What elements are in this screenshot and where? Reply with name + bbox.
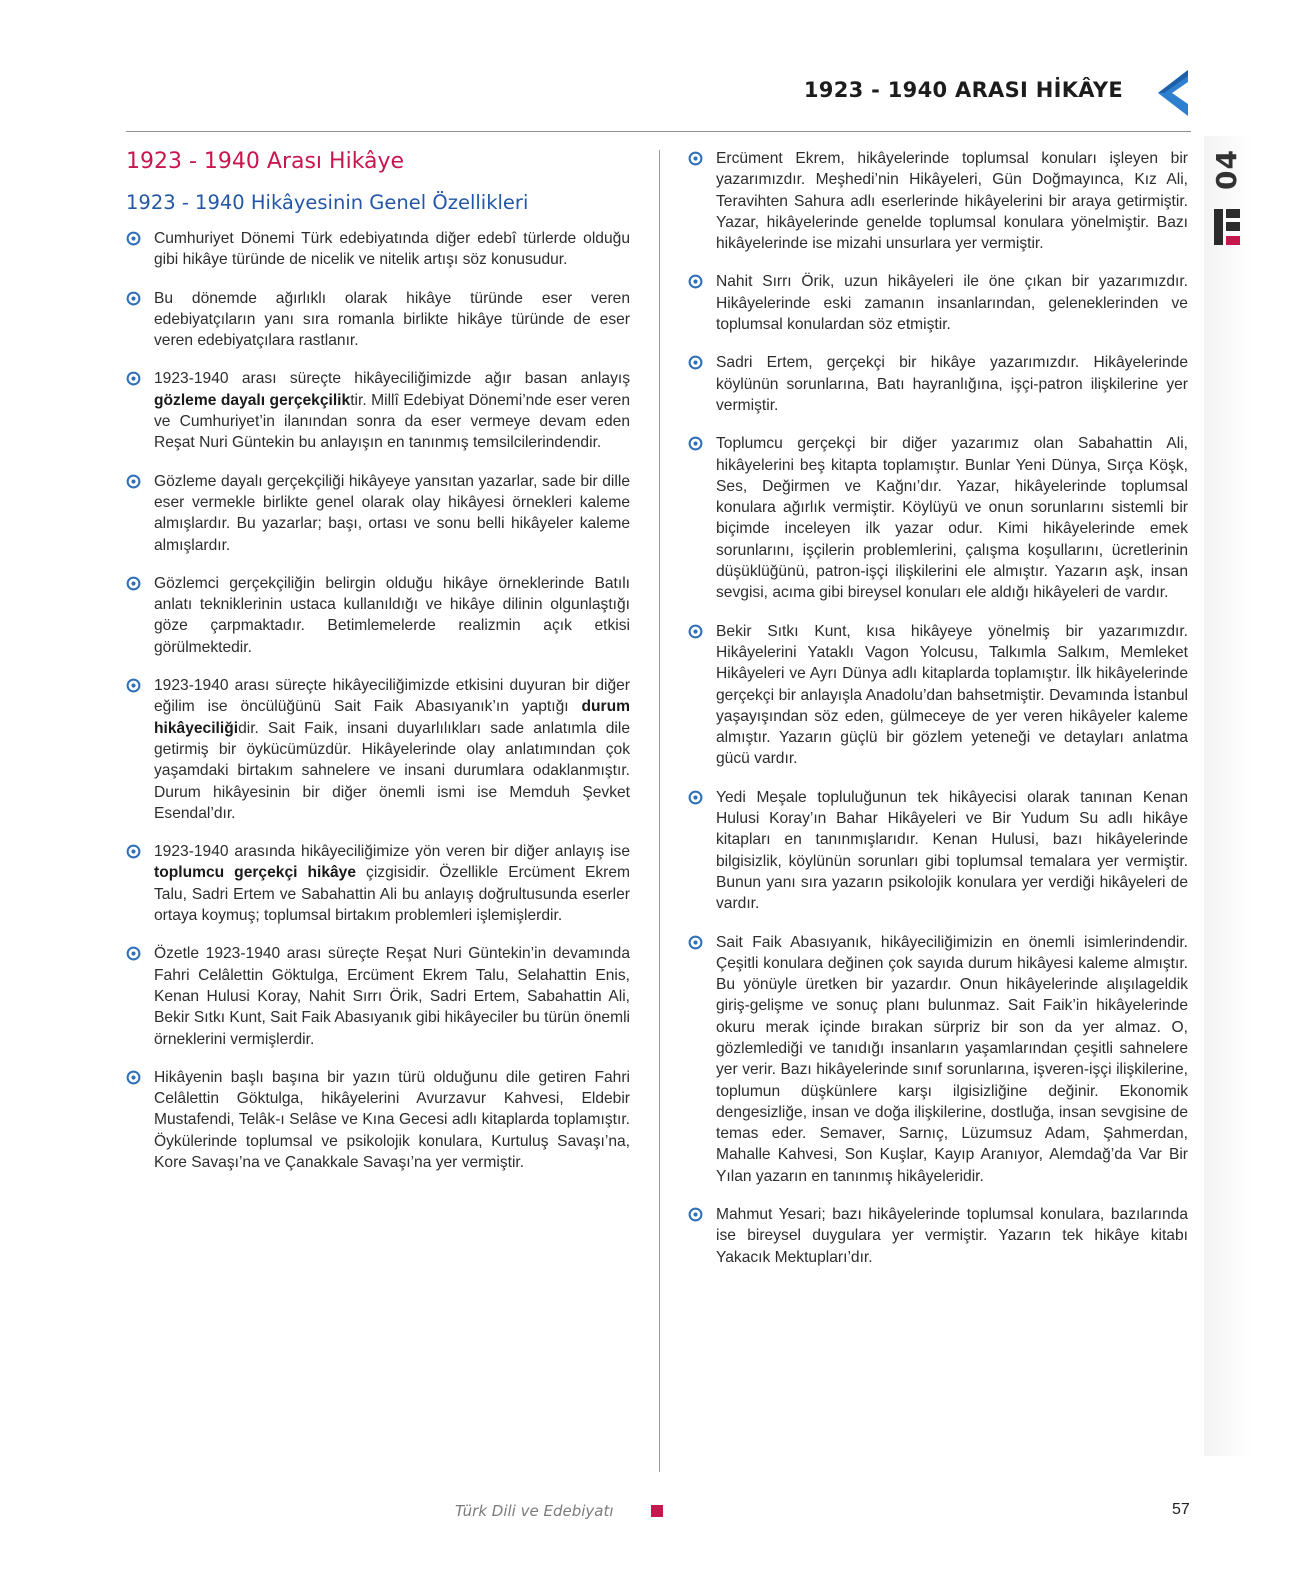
- bullet-text: Ercüment Ekrem, hikâyelerinde toplumsal konuları işleyen bir yazarımızdır. Meşhedi’nin Hikâyeleri, Gün Doğmayınca, Kız Ali, Teravihten Sahura adlı eserlerinde hikâyelerini bir araya getirmiştir. Yazar, hikâyelerinde genelde toplumsal konulara yönelmiştir. Bazı hikâyelerinde ise mizahi unsurlara yer vermiştir.: [716, 150, 1188, 253]
- bullet-text: [154, 368, 630, 453]
- bullet-text: Nahit Sırrı Örik, uzun hikâyeleri ile öne çıkan bir yazarımızdır. Hikâyelerinde eski zamanın insanlarından, geleneklerinden ve toplumsal konulardan söz etmiştir.: [716, 273, 1188, 334]
- bullet-item: [126, 368, 630, 453]
- bullet-item: [126, 841, 630, 926]
- bullet-text: Toplumcu gerçekçi bir diğer yazarımız olan Sabahattin Ali, hikâyelerini beş kitapta toplamıştır. Bunlar Yeni Dünya, Sırça Köşk, Ses, Değirmen ve Kağnı’dır. Yazar, hikâyelerinde toplumsal konulara ağırlık vermiştir. Köylüyü ve onun sorunlarını sistemli bir biçimde inceleyen ilk yazar odur. Kimi hikâyelerinde emek sorunlarını, işçilerin problemlerini, çalışma koşullarını, ücretlerinin düşüklüğünü, patron-işçi ilişkilerini ele almıştır. Yazarın aşk, insan sevgisi, acıma gibi bireysel konuları ele aldığı hikâyeleri de vardır.: [716, 435, 1188, 602]
- bullet-item: [688, 932, 1188, 1188]
- bullet-text: Hikâyenin başlı başına bir yazın türü olduğunu dile getiren Fahri Celâlettin Göktulga, hikâyelerini Avurzavur Kahvesi, Eldebir Mustafendi, Telâk-ı Selâse ve Kına Gecesi adlı kitaplarda toplamıştır. Öykülerinde toplumsal ve psikolojik konulara, Kurtuluş Savaşı’na, Kore Savaşı’na ve Çanakkale Savaşı’na yer vermiştir.: [154, 1068, 630, 1171]
- bullet-target-icon: [688, 624, 703, 639]
- page-number: 57: [1172, 1501, 1190, 1518]
- bullet-key-term: toplumcu gerçekçi hikâye: [154, 864, 357, 882]
- bullet-target-icon: [126, 371, 141, 386]
- bullet-text-part: tir. Millî Edebiyat Dönemi’nde eser veren ve Cumhuriyet’in ilanından sonra da eser vermeye devam eden Reşat Nuri Güntekin bu anlayışın en tanınmış temsilcilerindendir.: [154, 391, 630, 452]
- chevron-left-icon: [1148, 68, 1192, 118]
- unit-badge-icon: [1212, 205, 1242, 249]
- right-bullet-list: [688, 148, 1188, 1268]
- bullet-key-term: gözleme dayalı gerçekçilik: [154, 391, 351, 409]
- bullet-target-icon: [688, 151, 703, 166]
- bullet-text: Sait Faik Abasıyanık, hikâyeciliğimizin en önemli isimlerindendir. Çeşitli konulara değinen çok sayıda durum hikâyesi kaleme almıştır. Bu yönüyle üretken bir yazardır. Onun hikâyelerinde alışılageldik giriş-gelişme ve sonuç planı bulunmaz. Sait Faik’in hikâyelerinde okuru merak içinde bırakan sürpriz bir son da yer almaz. O, gözlemlediği ve tanıdığı insanların yaşamlarından çeşitli sahnelere yer verir. Bazı hikâyelerinde sınıf sorunlarına, işveren-işçi ilişkilerine, toplumun düşkünlere karşı ilgisizliğine değinir. Ekonomik dengesizliğe, insan ve doğa ilişkilerine, dostluğa, insan sevgisine de temas eder. Semaver, Sarnıç, Lüzumsuz Adam, Şahmerdan, Mahalle Kahvesi, Son Kuşlar, Kayıp Aranıyor, Alemdağ’da Var Bir Yılan yazarın en tanınmış hikâyeleridir.: [716, 933, 1188, 1185]
- bullet-item: [688, 271, 1188, 335]
- bullet-text: Sadri Ertem, gerçekçi bir hikâye yazarımızdır. Hikâyelerinde köylünün sorunlarına, Batı hayranlığına, işçi-patron ilişkilerine yer vermiştir.: [716, 354, 1188, 414]
- left-bullet-list: [126, 228, 630, 1173]
- bullet-target-icon: [126, 844, 141, 859]
- bullet-target-icon: [126, 231, 141, 246]
- bullet-item: [688, 433, 1188, 603]
- bullet-text-part: 1923-1940 arası süreçte hikâyeciliğimizde ağır basan anlayış: [154, 370, 630, 388]
- bullet-target-icon: [126, 946, 141, 961]
- bullet-item: [688, 621, 1188, 770]
- bullet-text: [154, 675, 630, 824]
- bullet-item: [126, 228, 630, 271]
- unit-number: 04: [1210, 149, 1243, 190]
- bullet-text: [154, 841, 630, 926]
- bullet-target-icon: [126, 678, 141, 693]
- bullet-text-part: dir. Sait Faik, insani duyarlılıkları sade anlatımla dile getirmiş bir öykücümüzdür. Hikâyelerinde olay anlatımından çok yaşamdaki birtakım sahnelere ve insani durumlara odaklanmıştır. Durum hikâyesinin bir diğer önemli ismi ise Memduh Şevket Esendal’dır.: [154, 719, 630, 822]
- bullet-item: [126, 675, 630, 824]
- section-title: 1923 - 1940 Arası Hikâye: [126, 149, 405, 174]
- bullet-item: [688, 148, 1188, 254]
- bullet-target-icon: [688, 274, 703, 289]
- bullet-item: [126, 573, 630, 658]
- column-divider: [659, 150, 660, 1472]
- bullet-item: [126, 943, 630, 1049]
- header-title: 1923 - 1940 ARASI HİKÂYE: [803, 78, 1123, 102]
- bullet-item: [688, 787, 1188, 915]
- bullet-target-icon: [688, 790, 703, 805]
- subsection-title: 1923 - 1940 Hikâyesinin Genel Özellikleri: [126, 191, 529, 214]
- right-column: [688, 148, 1188, 1285]
- bullet-text: Gözleme dayalı gerçekçiliği hikâyeye yansıtan yazarlar, sade bir dille eser vermekle birlikte genel olarak olay hikâyesi örnekleri kaleme almışlardır. Bu yazarlar; başı, ortası ve sonu belli hikâyeler kaleme almışlardır.: [154, 472, 630, 554]
- bullet-target-icon: [688, 1207, 703, 1222]
- bullet-item: [126, 288, 630, 352]
- bullet-text-part: 1923-1940 arası süreçte hikâyeciliğimizde etkisini duyuran bir diğer eğilim ise öncülüğünü Sait Faik Abasıyanık’ın yaptığı: [154, 677, 630, 716]
- bullet-item: [688, 352, 1188, 416]
- side-tab-strip: [1204, 136, 1254, 1456]
- bullet-text: Cumhuriyet Dönemi Türk edebiyatında diğer edebî türlerde olduğu gibi hikâye türünde de nicelik ve nitelik artışı söz konusudur.: [154, 230, 630, 269]
- bullet-target-icon: [126, 291, 141, 306]
- footer-square: [651, 1505, 663, 1517]
- footer-book-title: Türk Dili ve Edebiyatı: [455, 1502, 614, 1520]
- bullet-target-icon: [126, 474, 141, 489]
- bullet-text: Bu dönemde ağırlıklı olarak hikâye türünde eser veren edebiyatçıların yanı sıra romanla birlikte hikâye türünde de eser veren edebiyatçılara rastlanır.: [154, 289, 630, 350]
- bullet-target-icon: [126, 1070, 141, 1085]
- bullet-text: Gözlemci gerçekçiliğin belirgin olduğu hikâye örneklerinde Batılı anlatı tekniklerinin ustaca kullanıldığı ve hikâye dilinin olgunlaştığı göze çarpmaktadır. Betimlemelerde realizmin açık etkisi görülmektedir.: [154, 574, 630, 656]
- bullet-target-icon: [688, 436, 703, 451]
- header-rule: [126, 131, 1191, 132]
- bullet-text-part: 1923-1940 arasında hikâyeciliğimize yön veren bir diğer anlayış ise: [154, 843, 630, 861]
- bullet-text: Özetle 1923-1940 arası süreçte Reşat Nuri Güntekin’in devamında Fahri Celâlettin Göktulga, Ercüment Ekrem Talu, Selahattin Enis, Kenan Hulusi Koray, Nahit Sırrı Örik, Sadri Ertem, Sabahattin Ali, Bekir Sıtkı Kunt, Sait Faik Abasıyanık gibi hikâyeciler bu türün önemli örneklerini vermişlerdir.: [154, 945, 630, 1048]
- bullet-item: [688, 1204, 1188, 1268]
- bullet-item: [126, 1067, 630, 1173]
- bullet-target-icon: [688, 355, 703, 370]
- bullet-text: Yedi Meşale topluluğunun tek hikâyecisi olarak tanınan Kenan Hulusi Koray’ın Bahar Hikâyeleri ve Bir Yudum Su adlı hikâye kitapları en tanınmışlarıdır. Kenan Hulusi, bazı hikâyelerinde bilgisizlik, köylünün sorunları gibi toplumsal temalara yer vermiştir. Bunun yanı sıra yazarın psikolojik konulara yer verdiği hikâyeleri de vardır.: [716, 788, 1188, 913]
- bullet-text: Bekir Sıtkı Kunt, kısa hikâyeye yönelmiş bir yazarımızdır. Hikâyelerini Yataklı Vagon Yolcusu, Talkımla Salkım, Memleket Hikâyeleri ve Ayrı Dünya adlı kitaplarda toplamıştır. İlk hikâyelerinde gerçekçi bir anlayışla Anadolu’dan bahsetmiştir. Devamında İstanbul yaşayışından söz eden, gülmeceye de yer veren hikâyeler kaleme almıştır. Yazarın güçlü bir gözlem yeteneği ve detayları anlatma gücü vardır.: [716, 622, 1188, 768]
- bullet-target-icon: [126, 576, 141, 591]
- bullet-text-part: çizgisidir. Özellikle Ercüment Ekrem Talu, Sadri Ertem ve Sabahattin Ali bu anlayış doğrultusunda eserler ortaya koymuş; toplumsal birtakım problemleri işlemişlerdir.: [154, 864, 630, 925]
- bullet-key-term: durum hikâyeciliği: [154, 698, 630, 737]
- left-column: [126, 148, 630, 1190]
- bullet-text: Mahmut Yesari; bazı hikâyelerinde toplumsal konulara, bazılarında ise bireysel duygulara yer vermiştir. Yazarın tek hikâye kitabı Yakacık Mektupları’dır.: [716, 1206, 1188, 1266]
- bullet-target-icon: [688, 935, 703, 950]
- bullet-item: [126, 471, 630, 556]
